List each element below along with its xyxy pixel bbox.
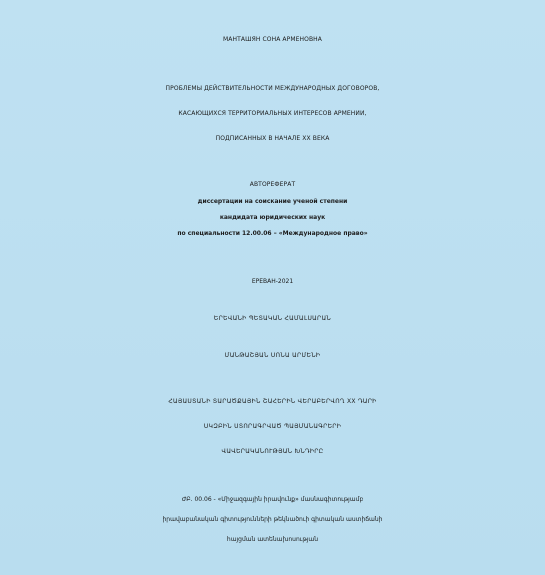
dissertation-line-2: кандидата юридических наук xyxy=(219,214,326,221)
title-ru-line-2: КАСАЮЩИХСЯ ТЕРРИТОРИАЛЬНЫХ ИНТЕРЕСОВ АРМЕНИИ, xyxy=(178,110,367,117)
author-name-hy: ՄԱՆԹԱՇՅԱՆ ՍՈՆԱ ԱՐՄԵՆԻ xyxy=(224,352,321,359)
title-hy-line-3: ՎԱՎԵՐԱԿԱՆՈՒԹՅԱՆ ԽՆԴԻՐԸ xyxy=(221,448,324,455)
abstract-heading: АВТОРЕФЕРАТ xyxy=(249,181,296,188)
author-name-ru: МАНТАШЯН СОНА АРМЕНОВНА xyxy=(223,36,322,43)
title-ru-line-1: ПРОБЛЕМЫ ДЕЙСТВИТЕЛЬНОСТИ МЕЖДУНАРОДНЫХ ДОГОВОРОВ, xyxy=(165,85,380,92)
specialty-hy-line-1: ԺԲ. 00.06 - «Միջազգային իրավունք» մասնագիտությամբ xyxy=(181,496,364,503)
specialty-hy-line-2: իրավաբանական գիտությունների թեկնածուի գիտական աստիճանի xyxy=(162,516,383,523)
city-year: ЕРЕВАН-2021 xyxy=(251,278,294,285)
title-hy-line-1: ՀԱՅԱՍՏԱՆԻ ՏԱՐԱԾՔԱՅԻՆ ՇԱՀԵՐԻՆ ՎԵՐԱԲԵՐՎՈՂ XX ԴԱՐԻ xyxy=(168,398,377,405)
specialty-hy-line-3: հայցման ատենախոսության xyxy=(226,536,319,543)
dissertation-line-3: по специальности 12.00.06 – «Международное право» xyxy=(177,230,368,237)
dissertation-line-1: диссертации на соискание ученой степени xyxy=(197,198,348,205)
university-name-hy: ԵՐԵՎԱՆԻ ՊԵՏԱԿԱՆ ՀԱՄԱԼՍԱՐԱՆ xyxy=(213,315,332,322)
title-ru-line-3: ПОДПИСАННЫХ В НАЧАЛЕ XX ВЕКА xyxy=(215,135,330,142)
title-hy-line-2: ՍԿԶԲԻՆ ՍՏՈՐԱԳՐՎԱԾ ՊԱՅՄԱՆԱԳՐԵՐԻ xyxy=(203,423,342,430)
